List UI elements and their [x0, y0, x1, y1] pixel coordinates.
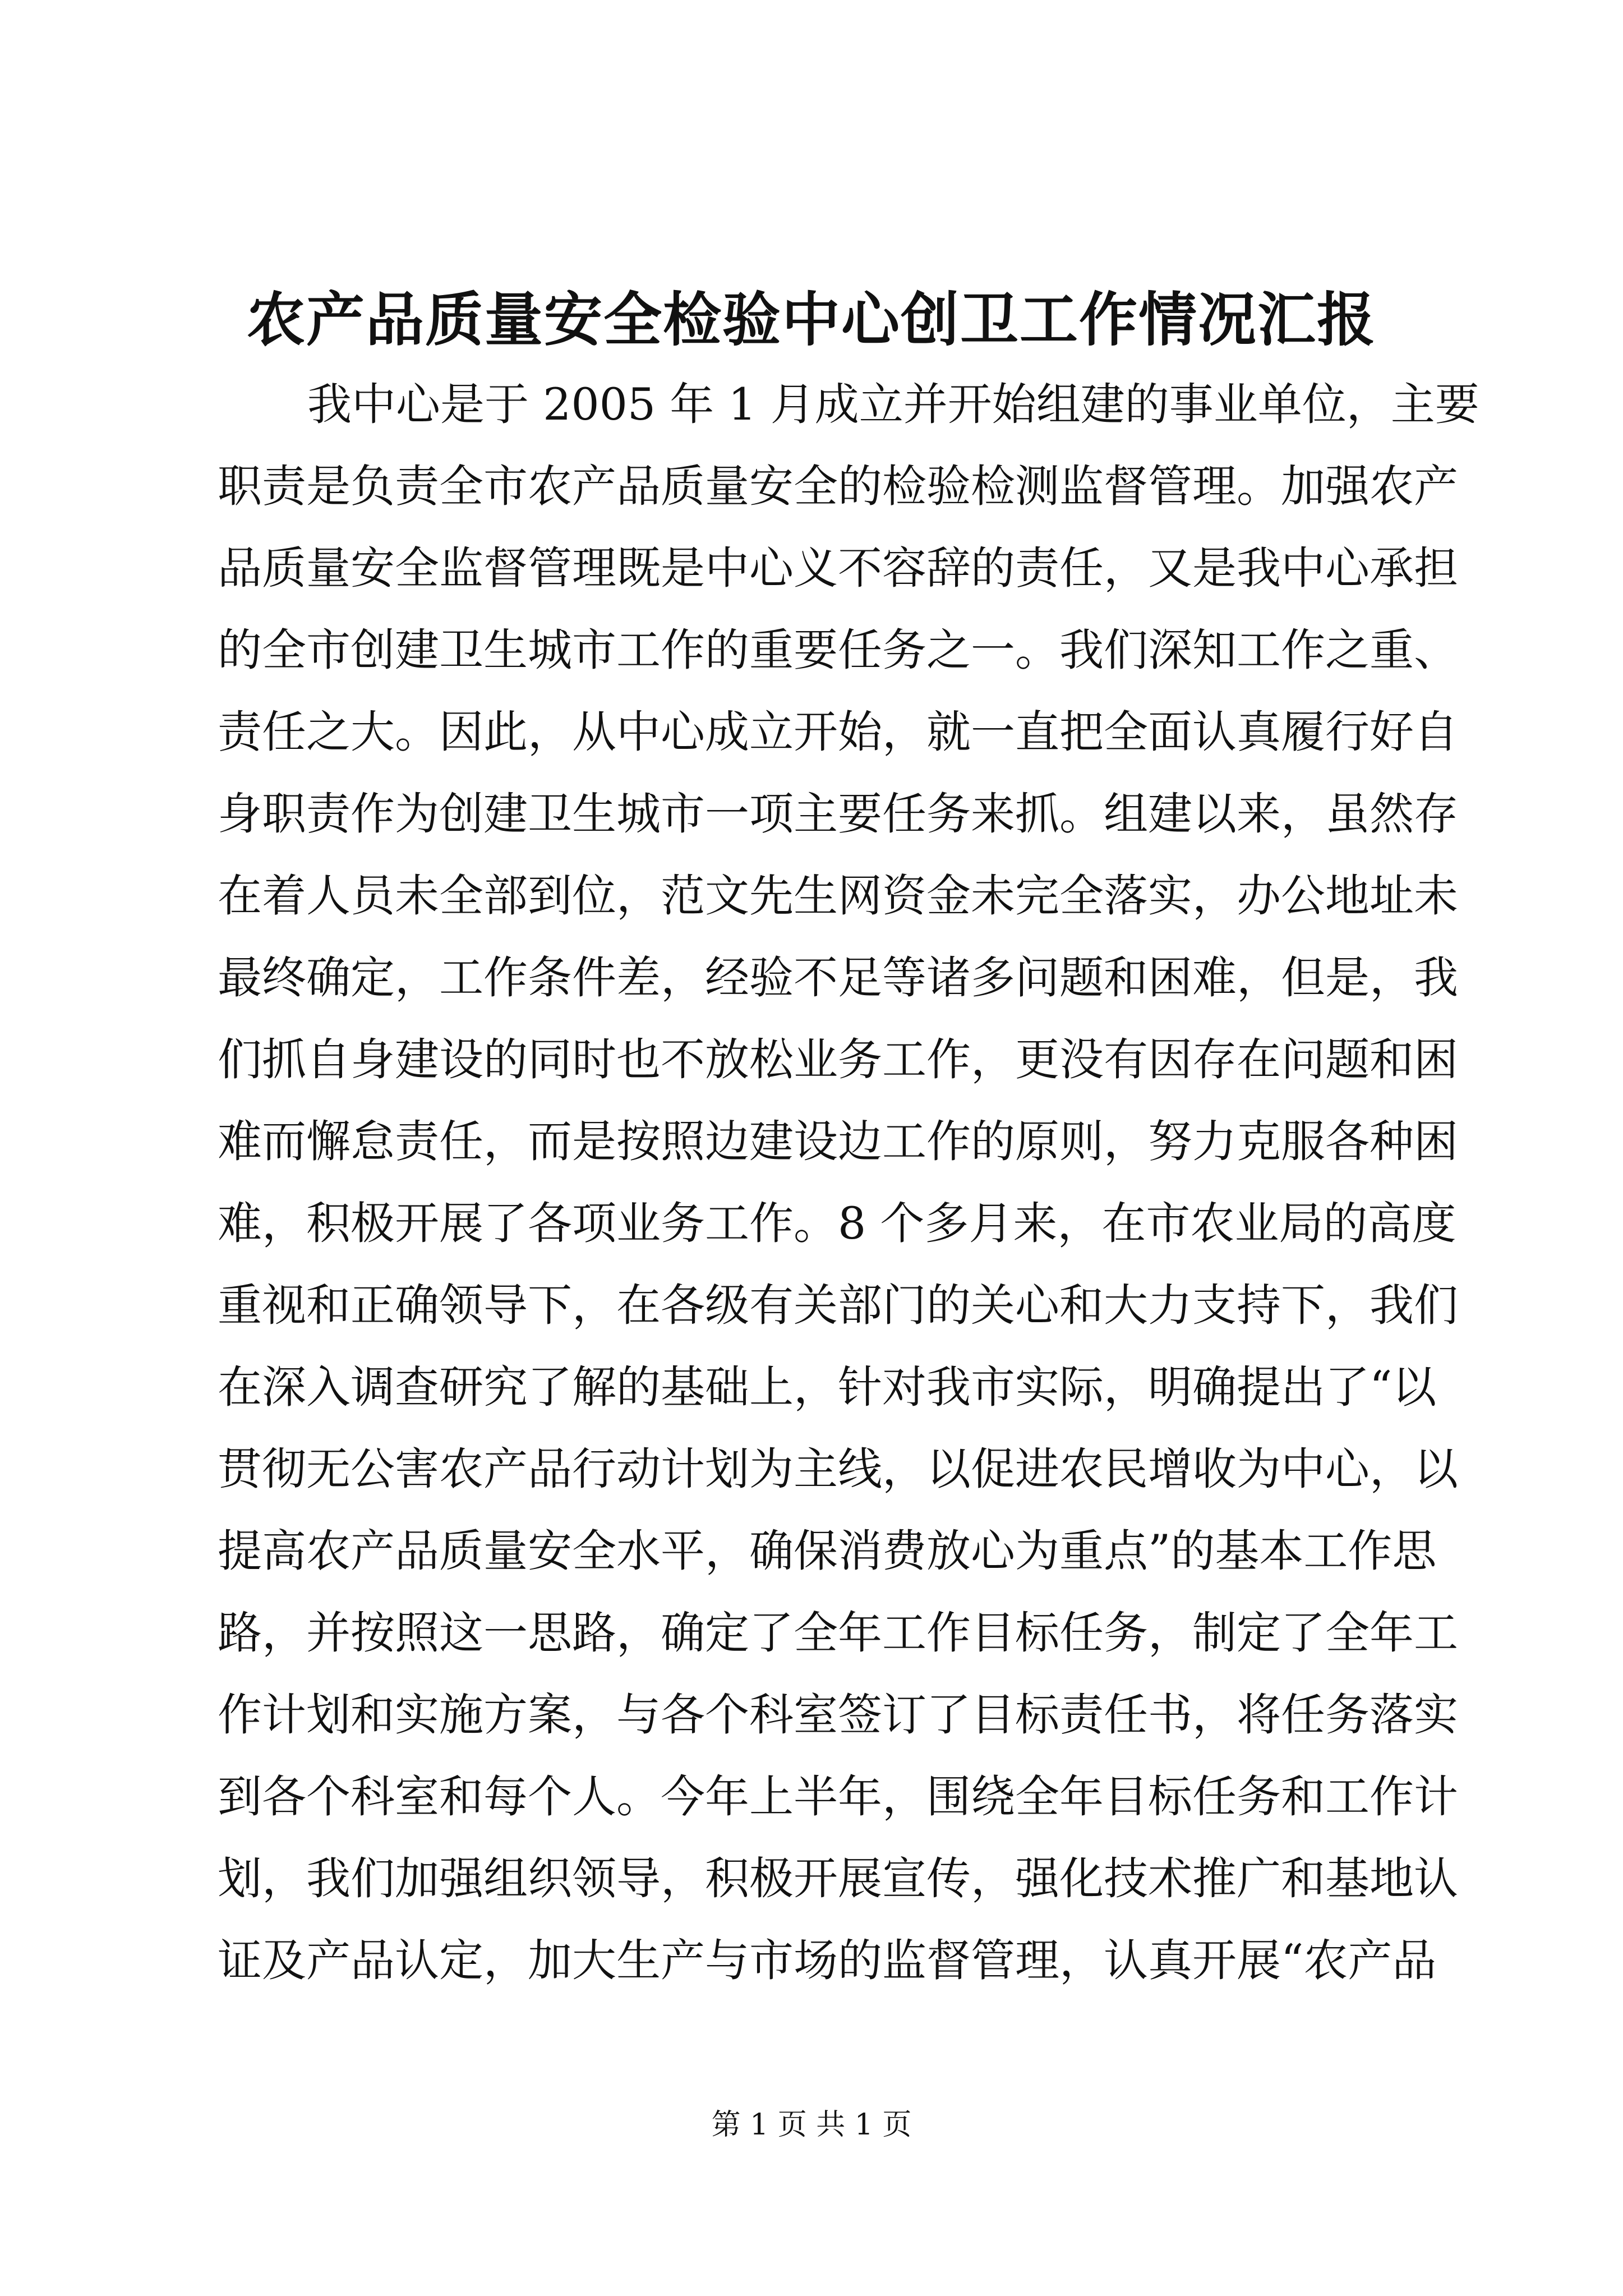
paragraph-line: 在深入调查研究了解的基础上，针对我市实际，明确提出了“以 [218, 1361, 1437, 1413]
paragraph-line: 我中心是于 2005 年 1 月成立并开始组建的事业单位，主要 [307, 379, 1479, 430]
paragraph-line: 难而懈怠责任，而是按照边建设边工作的原则，努力克服各种困 [218, 1116, 1458, 1167]
paragraph-line: 品质量安全监督管理既是中心义不容辞的责任，又是我中心承担 [218, 542, 1458, 594]
document-title: 农产品质量安全检验中心创卫工作情况汇报 [246, 285, 1376, 354]
paragraph-line: 难，积极开展了各项业务工作。8 个多月来，在市农业局的高度 [218, 1198, 1456, 1249]
paragraph-line: 贯彻无公害农产品行动计划为主线，以促进农民增收为中心，以 [218, 1443, 1458, 1495]
paragraph-line: 作计划和实施方案，与各个科室签订了目标责任书，将任务落实 [218, 1689, 1458, 1741]
paragraph-line: 证及产品认定，加大生产与市场的监督管理，认真开展“农产品 [218, 1935, 1437, 1986]
body-paragraph [218, 364, 1479, 2001]
paragraph-line: 到各个科室和每个人。今年上半年，围绕全年目标任务和工作计 [218, 1771, 1458, 1823]
paragraph-line: 责任之大。因此，从中心成立开始，就一直把全面认真履行好自 [218, 706, 1458, 758]
paragraph-line: 划，我们加强组织领导，积极开展宣传，强化技术推广和基地认 [218, 1853, 1458, 1904]
paragraph-line: 最终确定，工作条件差，经验不足等诸多问题和困难，但是，我 [218, 952, 1458, 1004]
paragraph-line: 的全市创建卫生城市工作的重要任务之一。我们深知工作之重、 [218, 624, 1458, 676]
paragraph-line: 身职责作为创建卫生城市一项主要任务来抓。组建以来，虽然存 [218, 788, 1458, 840]
paragraph-line: 重视和正确领导下，在各级有关部门的关心和大力支持下，我们 [218, 1280, 1458, 1331]
paragraph-line: 职责是负责全市农产品质量安全的检验检测监督管理。加强农产 [218, 461, 1458, 512]
paragraph-line: 在着人员未全部到位，范文先生网资金未完全落实，办公地址未 [218, 870, 1458, 922]
paragraph-line: 们抓自身建设的同时也不放松业务工作，更没有因存在问题和困 [218, 1034, 1458, 1085]
paragraph-line: 提高农产品质量安全水平，确保消费放心为重点”的基本工作思 [218, 1525, 1437, 1577]
paragraph-line: 路，并按照这一思路，确定了全年工作目标任务，制定了全年工 [218, 1607, 1458, 1659]
page-number-footer: 第 1 页 共 1 页 [711, 2108, 912, 2142]
